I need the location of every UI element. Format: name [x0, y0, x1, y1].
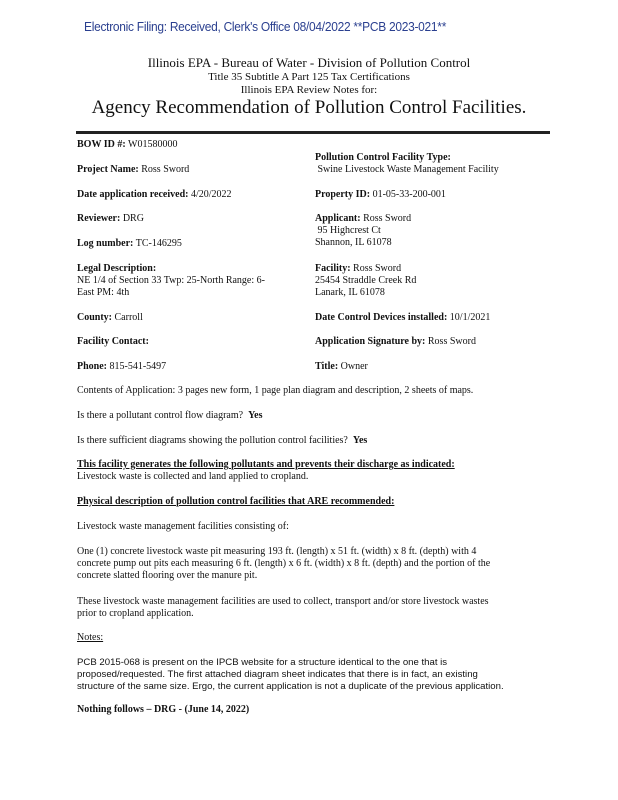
- page-title: Agency Recommendation of Pollution Control Facilities.: [91, 97, 527, 118]
- footer-note: Nothing follows – DRG - (June 14, 2022): [77, 704, 250, 715]
- notes-heading: Notes:: [77, 632, 104, 643]
- header-line3: Illinois EPA Review Notes for:: [240, 84, 378, 96]
- question-flow-diagram: Is there a pollutant control flow diagram? Yes: [77, 410, 263, 421]
- phone: Phone: 815-541-5497: [77, 361, 167, 372]
- log-number: Log number: TC-146295: [77, 238, 182, 249]
- date-received: Date application received: 4/20/2022: [77, 189, 232, 200]
- title: Title: Owner: [315, 361, 368, 372]
- physical-text-3: These livestock waste management facilities are used to collect, transport and/or store livestock wastes prior to cropland application.: [77, 596, 489, 619]
- county: County: Carroll: [77, 312, 143, 323]
- physical-text-2: One (1) concrete livestock waste pit measuring 193 ft. (length) x 51 ft. (width) x 8 ft. (depth) with 4 concrete pump out pits each measuring 6 ft. (length) x 6 ft. (width) x 8 ft. (depth) and the portion of the concrete slatted flooring over the manure pit.: [77, 546, 491, 581]
- contents: Contents of Application: 3 pages new form, 1 page plan diagram and description, 2 sheets of maps.: [77, 385, 474, 396]
- divider: [76, 131, 550, 134]
- application-signature: Application Signature by: Ross Sword: [315, 336, 476, 347]
- facility-contact: Facility Contact:: [77, 336, 149, 347]
- physical-text-1: Livestock waste management facilities consisting of:: [77, 521, 289, 532]
- physical-heading: Physical description of pollution control facilities that ARE recommended:: [77, 496, 395, 507]
- bow-id: BOW ID #: W01580000: [77, 139, 178, 150]
- header-line1: Illinois EPA - Bureau of Water - Division of Pollution Control: [147, 55, 471, 70]
- filing-stamp: Electronic Filing: Received, Clerk's Office 08/04/2022 **PCB 2023-021**: [84, 19, 447, 34]
- facility: Facility: Ross Sword 25454 Straddle Creek Rd Lanark, IL 61078: [315, 263, 417, 298]
- notes-text: PCB 2015-068 is present on the IPCB website for a structure identical to the one that is proposed/requested. The first attached diagram sheet indicates that there is in fact, an existing structure of the same size. Ergo, the current application is not a duplicate of the previous application.: [77, 657, 504, 692]
- property-id: Property ID: 01-05-33-200-001: [315, 189, 446, 200]
- applicant: Applicant: Ross Sword 95 Highcrest Ct Shannon, IL 61078: [315, 213, 412, 248]
- pollutants-text: Livestock waste is collected and land applied to cropland.: [77, 471, 309, 482]
- question-sufficient-diagrams: Is there sufficient diagrams showing the pollution control facilities? Yes: [77, 435, 368, 446]
- facility-type: Pollution Control Facility Type: Swine Livestock Waste Management Facility: [315, 152, 499, 175]
- project-name: Project Name: Ross Sword: [77, 164, 190, 175]
- legal-description: Legal Description: NE 1/4 of Section 33 Twp: 25-North Range: 6- East PM: 4th: [77, 263, 265, 298]
- reviewer: Reviewer: DRG: [77, 213, 144, 224]
- date-installed: Date Control Devices installed: 10/1/2021: [315, 312, 491, 323]
- pollutants-heading: This facility generates the following pollutants and prevents their discharge as indicated:: [77, 459, 455, 470]
- header-line2: Title 35 Subtitle A Part 125 Tax Certifications: [208, 71, 410, 83]
